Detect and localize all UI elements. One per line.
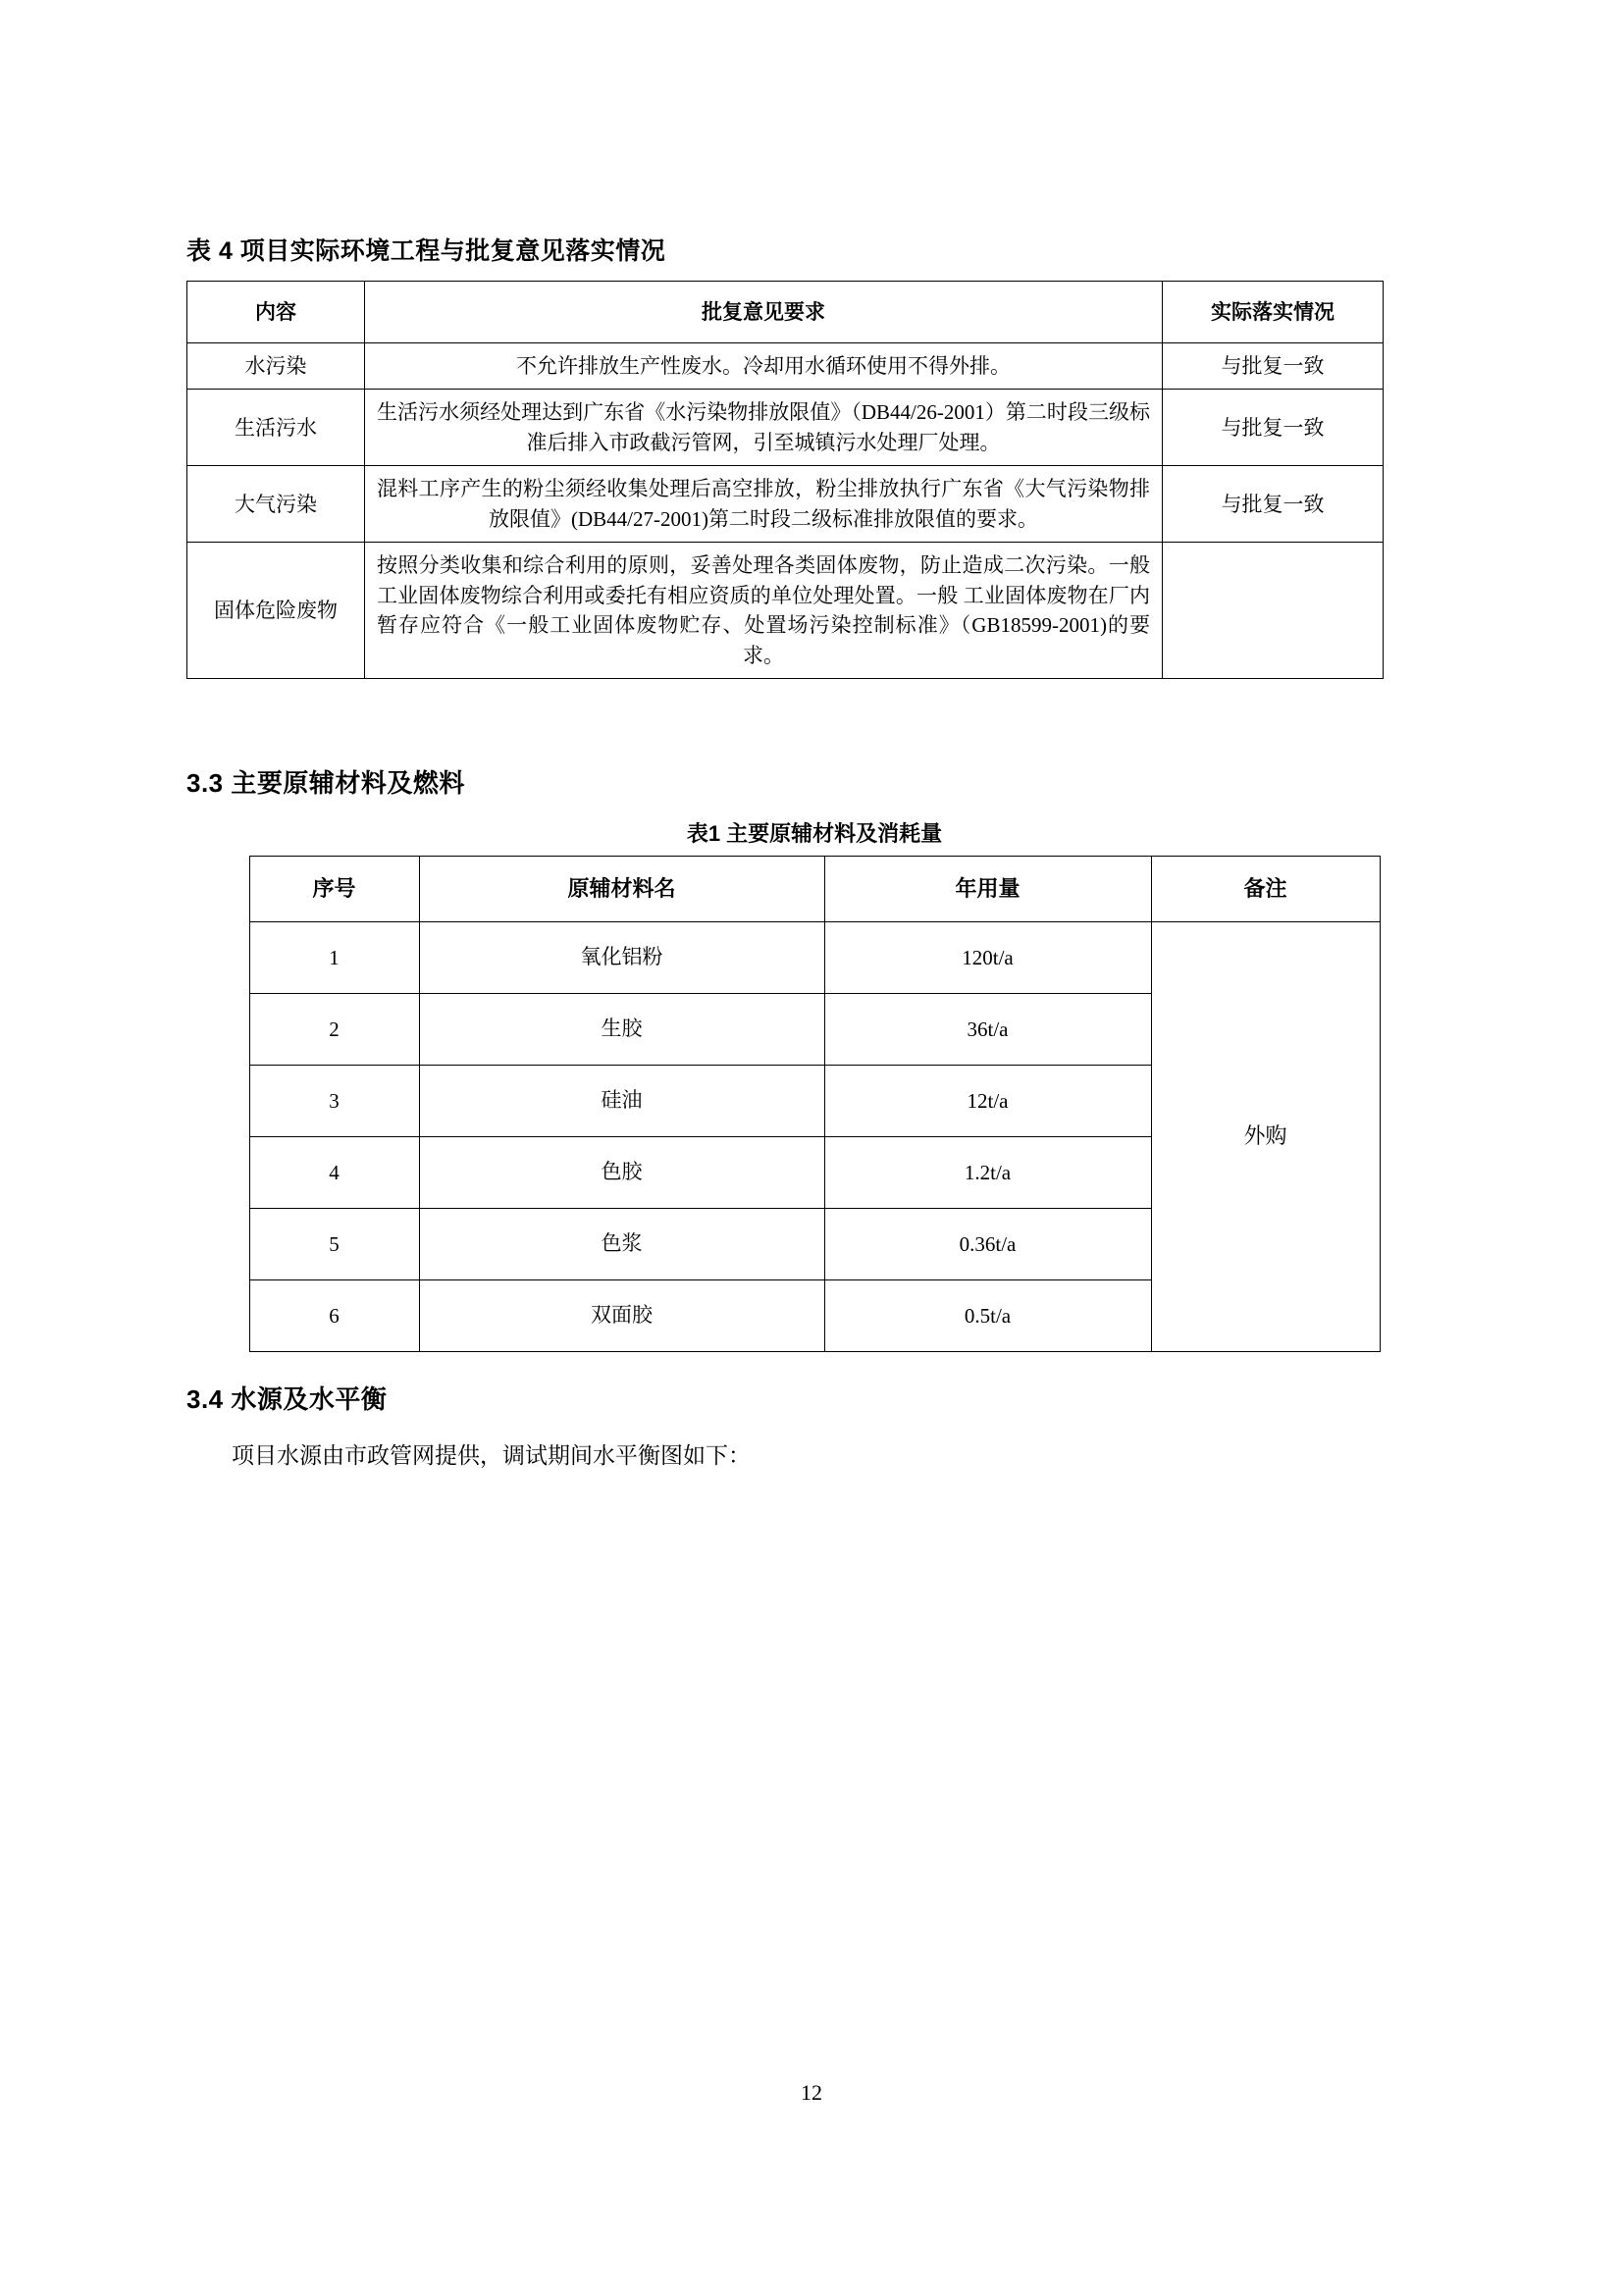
table4-cell-requirement: 按照分类收集和综合利用的原则，妥善处理各类固体废物，防止造成二次污染。一般工业固体废物综合利用或委托有相应资质的单位处理处置。一般 工业固体废物在厂内暂存应符合《一般工业固体废物贮存、处置场污染控制标准》（GB18599-2001)的要求。 [365, 543, 1163, 679]
table-row [187, 543, 1384, 679]
table1-cell-no: 2 [249, 993, 419, 1065]
table-header-row [187, 282, 1384, 343]
table1-cell-amount: 1.2t/a [824, 1136, 1151, 1208]
table1-cell-no: 4 [249, 1136, 419, 1208]
table4-cell-requirement: 不允许排放生产性废水。冷却用水循环使用不得外排。 [365, 343, 1163, 390]
page-content [186, 0, 1442, 1496]
table4-cell-content: 水污染 [187, 343, 365, 390]
table4-cell-requirement: 混料工序产生的粉尘须经收集处理后高空排放，粉尘排放执行广东省《大气污染物排放限值》(DB44/27-2001)第二时段二级标准排放限值的要求。 [365, 466, 1163, 543]
table1-cell-name: 生胶 [419, 993, 824, 1065]
table4-cell-actual: 与批复一致 [1163, 390, 1384, 466]
table1-cell-name: 双面胶 [419, 1279, 824, 1351]
table1-cell-amount: 12t/a [824, 1065, 1151, 1136]
table1-header-no: 序号 [249, 856, 419, 921]
page-number: 12 [801, 2080, 822, 2105]
table1-header-amount: 年用量 [824, 856, 1151, 921]
table4-cell-actual [1163, 543, 1384, 679]
table-row [187, 466, 1384, 543]
table1-cell-name: 氧化铝粉 [419, 921, 824, 993]
table4-header-content: 内容 [187, 282, 365, 343]
table1-cell-name: 硅油 [419, 1065, 824, 1136]
table4-header-actual: 实际落实情况 [1163, 282, 1384, 343]
table4-cell-requirement: 生活污水须经处理达到广东省《水污染物排放限值》（DB44/26-2001）第二时段三级标准后排入市政截污管网，引至城镇污水处理厂处理。 [365, 390, 1163, 466]
table1-cell-amount: 0.36t/a [824, 1208, 1151, 1279]
table-row [187, 390, 1384, 466]
section-heading-3-3: 3.3 主要原辅材料及燃料 [186, 767, 465, 798]
table-header-row [249, 856, 1380, 921]
table4-title: 表 4 项目实际环境工程与批复意见落实情况 [186, 237, 666, 265]
table4-cell-actual: 与批复一致 [1163, 343, 1384, 390]
table1-cell-no: 1 [249, 921, 419, 993]
table1-title: 表1 主要原辅材料及消耗量 [686, 820, 943, 846]
table1-cell-name: 色浆 [419, 1208, 824, 1279]
table4-cell-content: 固体危险废物 [187, 543, 365, 679]
table1-cell-amount: 120t/a [824, 921, 1151, 993]
table1-header-note: 备注 [1151, 856, 1380, 921]
table4-header-requirement: 批复意见要求 [365, 282, 1163, 343]
table-approval-implementation [186, 281, 1384, 679]
table4-cell-content: 大气污染 [187, 466, 365, 543]
table-raw-materials [249, 856, 1381, 1352]
table1-cell-name: 色胶 [419, 1136, 824, 1208]
table-row [187, 343, 1384, 390]
table4-cell-actual: 与批复一致 [1163, 466, 1384, 543]
table1-cell-amount: 0.5t/a [824, 1279, 1151, 1351]
table1-cell-no: 5 [249, 1208, 419, 1279]
section-heading-3-4: 3.4 水源及水平衡 [186, 1383, 388, 1414]
table1-header-name: 原辅材料名 [419, 856, 824, 921]
table1-cell-amount: 36t/a [824, 993, 1151, 1065]
section-3-4-paragraph: 项目水源由市政管网提供，调试期间水平衡图如下： [232, 1441, 751, 1468]
table1-cell-no: 6 [249, 1279, 419, 1351]
table-row [249, 921, 1380, 993]
table4-cell-content: 生活污水 [187, 390, 365, 466]
table1-cell-no: 3 [249, 1065, 419, 1136]
table1-cell-note: 外购 [1151, 921, 1380, 1351]
